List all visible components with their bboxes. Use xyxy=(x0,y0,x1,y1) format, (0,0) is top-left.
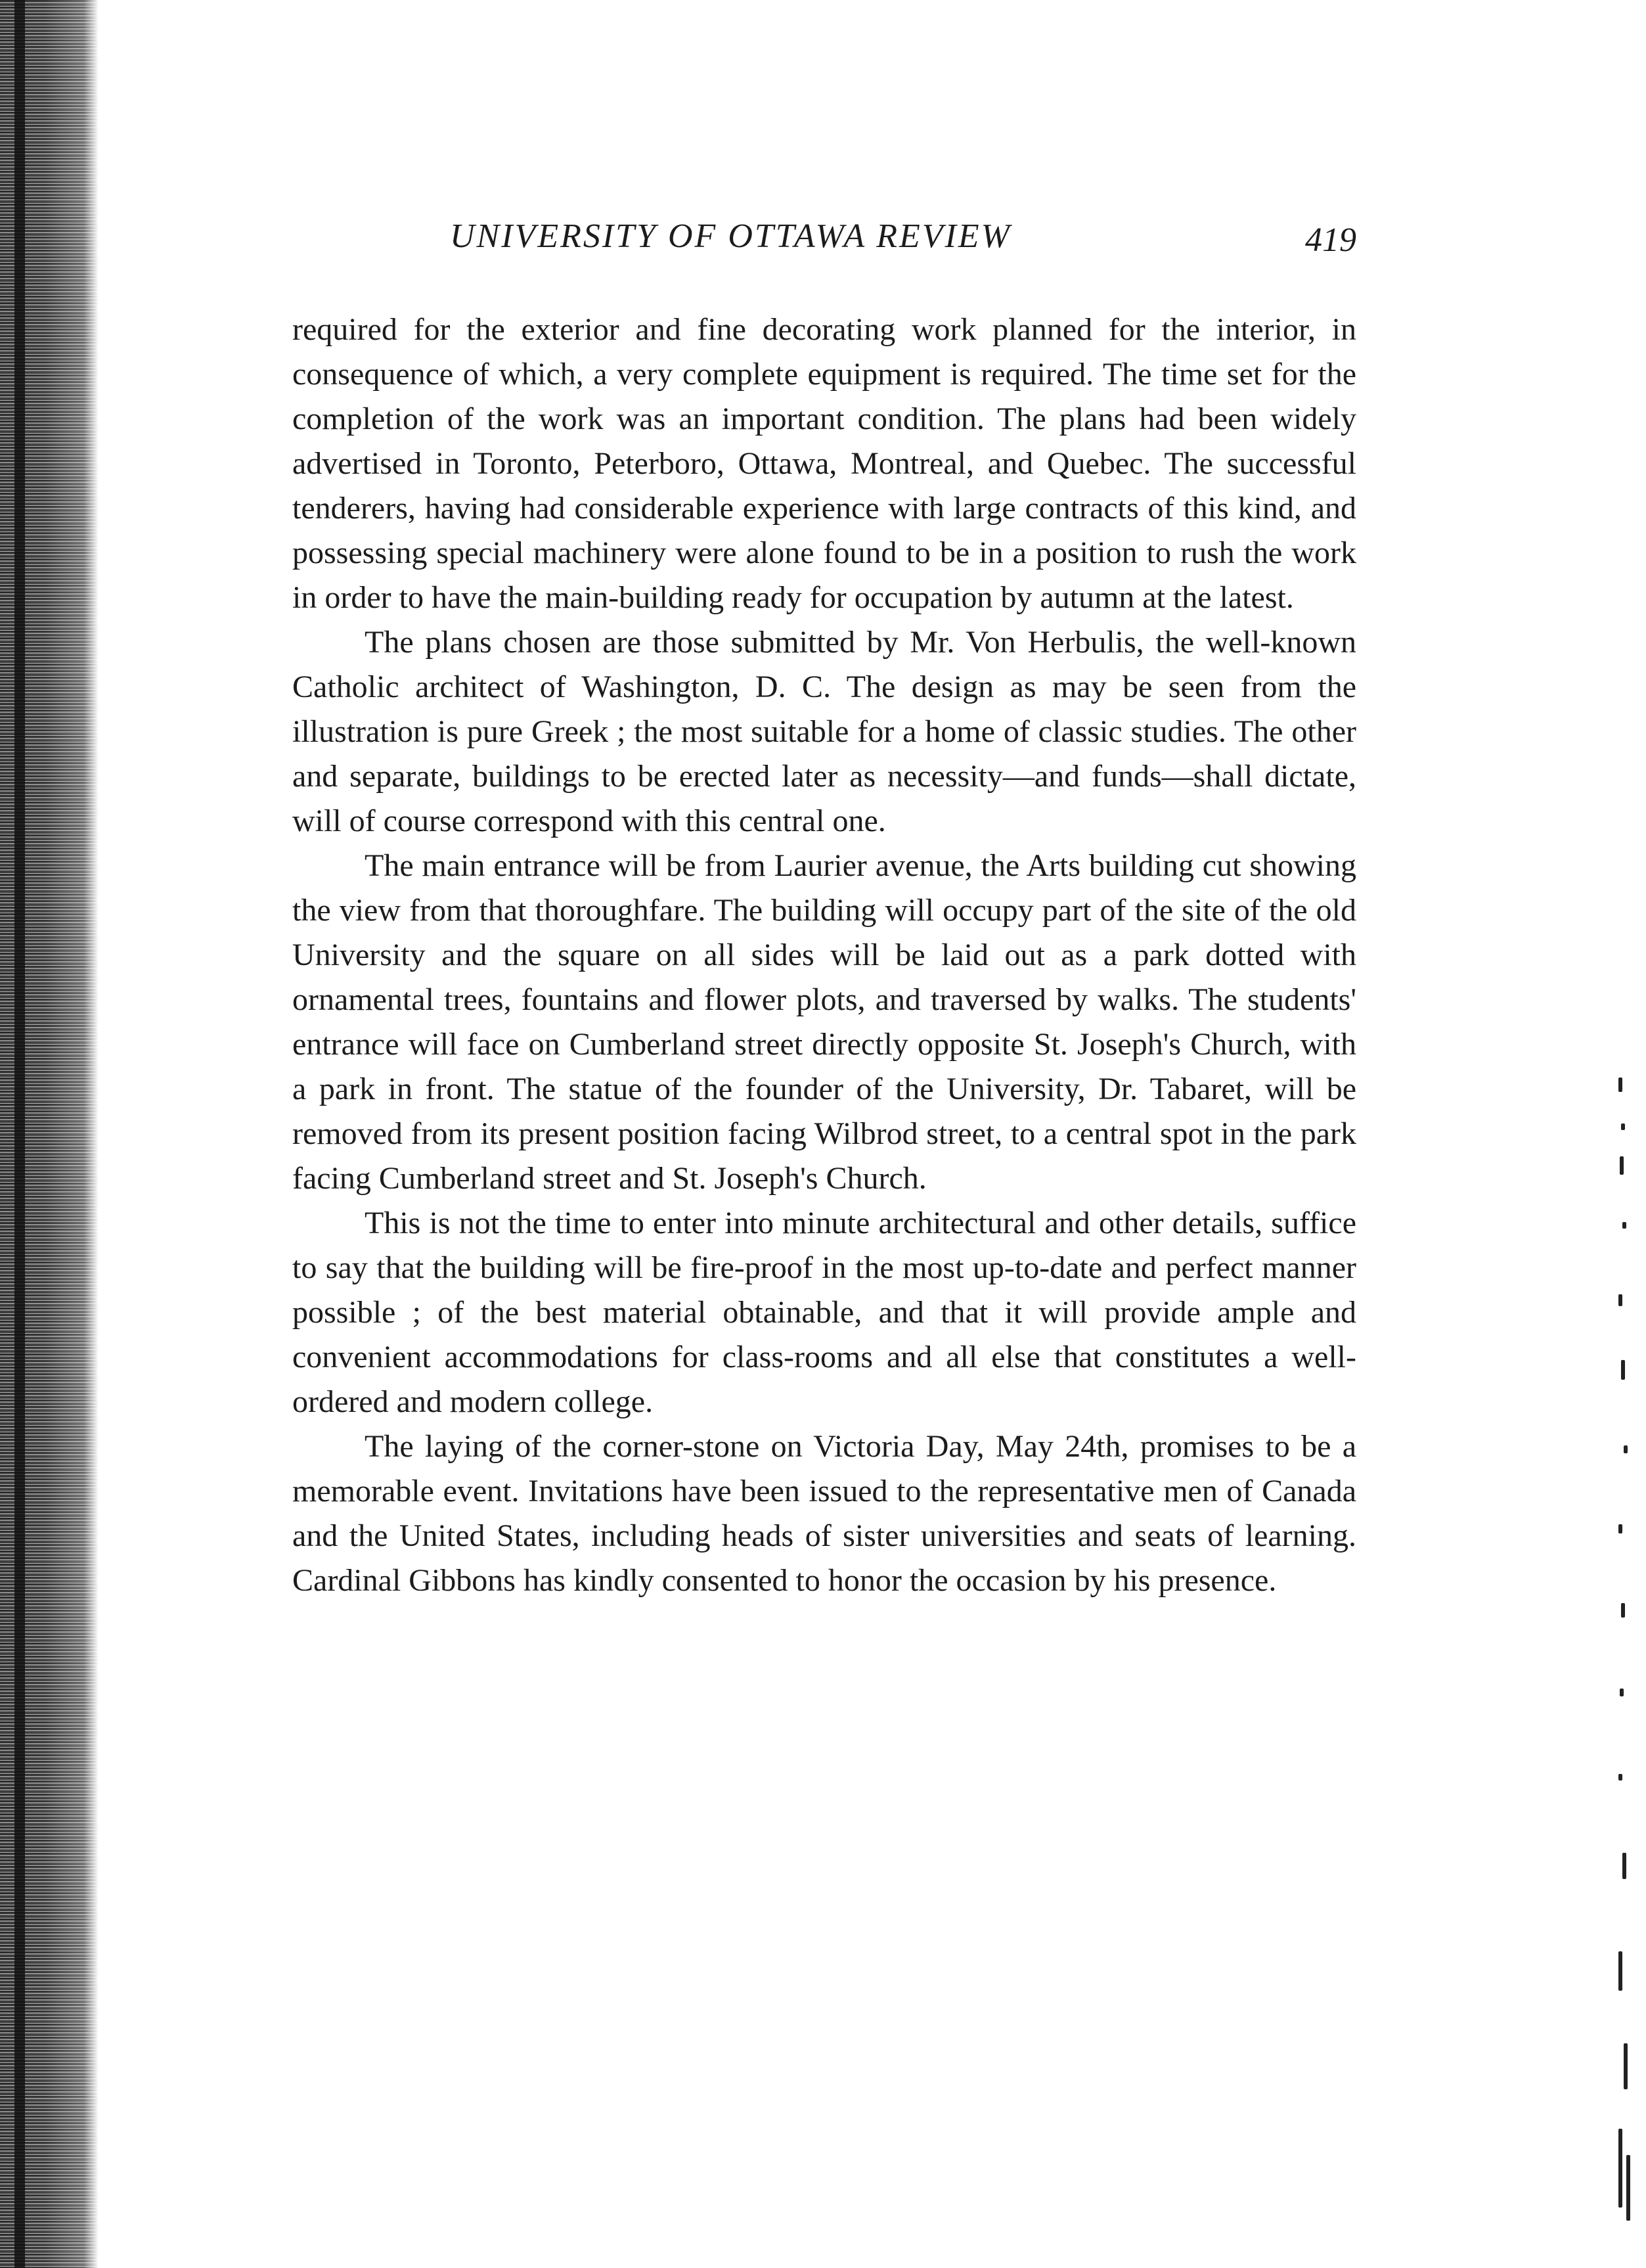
right-edge-specks xyxy=(1599,1077,1638,2260)
running-head xyxy=(292,217,1356,276)
binding-shadow xyxy=(14,0,25,2268)
paragraph-5: The laying of the corner-stone on Victoria Day, May 24th, promises to be a memorable event. Invitations have been issued to the representative men of Canada and the United States, including heads of sister universities and seats of learning. Cardinal Gibbons has kindly consented to honor the occasion by his presence. xyxy=(292,1429,1356,1598)
paragraph-3: The main entrance will be from Laurier avenue, the Arts building cut showing the view from that thoroughfare. The building will occupy part of the site of the old University and the square on all sides will be laid out as a park dotted with ornamental trees, fountains and flower plots, and traversed by walks. The students' entrance will face on Cumberland street directly opposite St. Joseph's Church, with a park in front. The statue of the founder of the University, Dr. Tabaret, will be removed from its present position facing Wilbrod street, to a central spot in the park facing Cumberland street and St. Joseph's Church. xyxy=(292,848,1356,1196)
running-title: UNIVERSITY OF OTTAWA REVIEW xyxy=(450,217,1012,255)
paragraph-2: The plans chosen are those submitted by Mr. Von Herbulis, the well-known Catholic architect of Washington, D. C. The design as may be seen from the illustration is pure Greek ; the most suitable for a home of classic studies. The other and separate, buildings to be erected later as necessity—and funds—shall dictate, will of course correspond with this central one. xyxy=(292,625,1356,838)
paragraph-1: required for the exterior and fine decorating work planned for the interior, in consequence of which, a very complete equipment is required. The time set for the completion of the work was an important condition. The plans had been widely advertised in Toronto, Peterboro, Ottawa, Montreal, and Quebec. The successful tenderers, having had considerable experience with large contracts of this kind, and possessing special machinery were alone found to be in a position to rush the work in order to have the main-building ready for occupation by autumn at the latest. xyxy=(292,312,1356,615)
paragraph-4: This is not the time to enter into minute architectural and other details, suffice to say that the building will be fire-proof in the most up-to-date and perfect manner possible ; of the best material obtainable, and that it will provide ample and convenient accommodations for class-rooms and all else that constitutes a well-ordered and modern college. xyxy=(292,1206,1356,1419)
article-body xyxy=(292,307,1356,1603)
page-number: 419 xyxy=(1305,221,1356,259)
book-page xyxy=(292,217,1356,1603)
